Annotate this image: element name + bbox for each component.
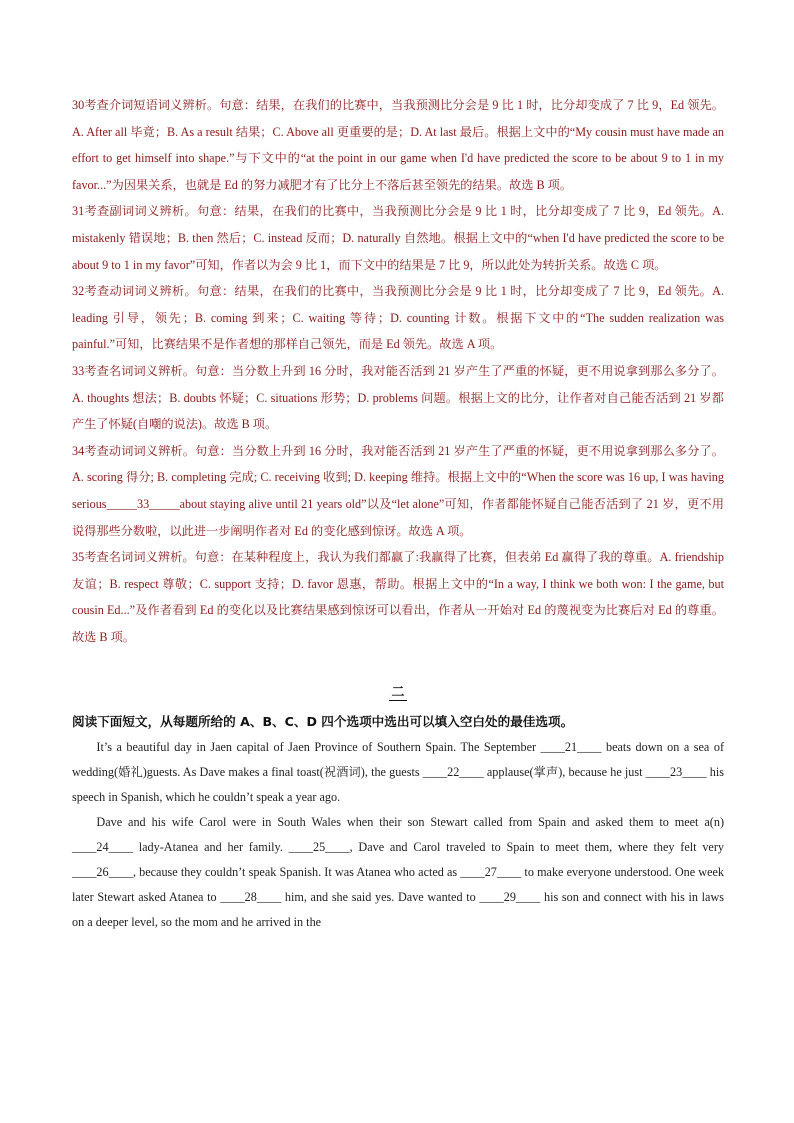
- document-page: [72, 92, 724, 935]
- section-heading: [72, 681, 724, 707]
- explanation-35: 35考查名词词义辨析。句意：在某种程度上，我认为我们都赢了:我赢得了比赛，但表弟 Ed 赢得了我的尊重。A. friendship 友谊；B. respect 尊敬；C. support 支持；D. favor 恩惠，帮助。根据上文中的“In a way, I think we both won: I the game, but cousin Ed...”及作者看到 Ed 的变化以及比赛结果感到惊讶可以看出，作者从一开始对 Ed 的蔑视变为比赛后对 Ed 的尊重。故选 B 项。: [72, 550, 724, 644]
- explanation-30: 30考查介词短语词义辨析。句意：结果，在我们的比赛中，当我预测比分会是 9 比 1 时，比分却变成了 7 比 9，Ed 领先。A. After all 毕竟；B. As a result 结果；C. Above all 更重要的是；D. At last 最后。根据上文中的“My cousin must have made an effort to get himself into shape.”与下文中的“at the point in our game when I'd have predicted the score to be about 9 to 1 in my favor...”为因果关系，也就是 Ed 的努力减肥才有了比分上不落后甚至领先的结果。故选 B 项。: [72, 98, 724, 192]
- explanation-34: 34考查动词词义辨析。句意：当分数上升到 16 分时，我对能否活到 21 岁产生了严重的怀疑，更不用说拿到那么多分了。A. scoring 得分; B. completing 完成; C. receiving 收到; D. keeping 维持。根据上文中的“When the score was 16 up, I was having serious_____33_____about staying alive until 21 years old”以及“let alone”可知，作者都能怀疑自己能否活到了 21 岁，更不用说得那些分数啦，以此进一步阐明作者对 Ed 的变化感到惊讶。故选 A 项。: [72, 443, 724, 538]
- explanation-32: 32考查动词词义辨析。句意：结果，在我们的比赛中，当我预测比分会是 9 比 1 时，比分却变成了 7 比 9，Ed 领先。A. leading 引导，领先；B. coming 到来；C. waiting 等待；D. counting 计数。根据下文中的“The sudden realization was painful.”可知，比赛结果不是作者想的那样自己领先，而是 Ed 领先。故选 A 项。: [72, 284, 724, 352]
- explanation-33: 33考查名词词义辨析。句意：当分数上升到 16 分时，我对能否活到 21 岁产生了严重的怀疑，更不用说拿到那么多分了。A. thoughts 想法；B. doubts 怀疑；C. situations 形势；D. problems 问题。根据上文的比分，让作者对自己能否活到 21 岁都产生了怀疑(自嘲的说法)。故选 B 项。: [72, 363, 724, 432]
- section-number: 二: [391, 685, 405, 701]
- reading-instruction: 阅读下面短文，从每题所给的 A、B、C、D 四个选项中选出可以填入空白处的最佳选项。: [72, 714, 574, 730]
- passage-paragraph-2: Dave and his wife Carol were in South Wales when their son Stewart called from Spain and asked them to meet a(n) ____24____ lady-Atanea and her family. ____25____, Dave and Carol traveled to Spain to meet them, where they felt very ____26____, because they couldn’t speak Spanish. It was Atanea who acted as ____27____ to make everyone understood. One week later Stewart asked Atanea to ____28____ him, and she said yes. Dave wanted to ____29____ his son and connect with his in laws on a deeper level, so the mom and he arrived in the: [72, 815, 724, 930]
- answer-explanations: [72, 92, 724, 650]
- explanation-31: 31考查副词词义辨析。句意：结果，在我们的比赛中，当我预测比分会是 9 比 1 时，比分却变成了 7 比 9，Ed 领先。A. mistakenly 错误地；B. then 然后；C. instead 反而；D. naturally 自然地。根据上文中的“when I'd have predicted the score to be about 9 to 1 in my favor”可知，作者以为会 9 比 1，而下文中的结果是 7 比 9，所以此处为转折关系。故选 C 项。: [72, 204, 724, 272]
- passage-paragraph-1: It’s a beautiful day in Jaen capital of Jaen Province of Southern Spain. The September ____21____ beats down on a sea of wedding(婚礼)guests. As Dave makes a final toast(祝酒词), the guests ____22____ applause(掌声), because he just ____23____ his speech in Spanish, which he couldn’t speak a year ago.: [72, 740, 724, 805]
- cloze-passage: [72, 735, 724, 935]
